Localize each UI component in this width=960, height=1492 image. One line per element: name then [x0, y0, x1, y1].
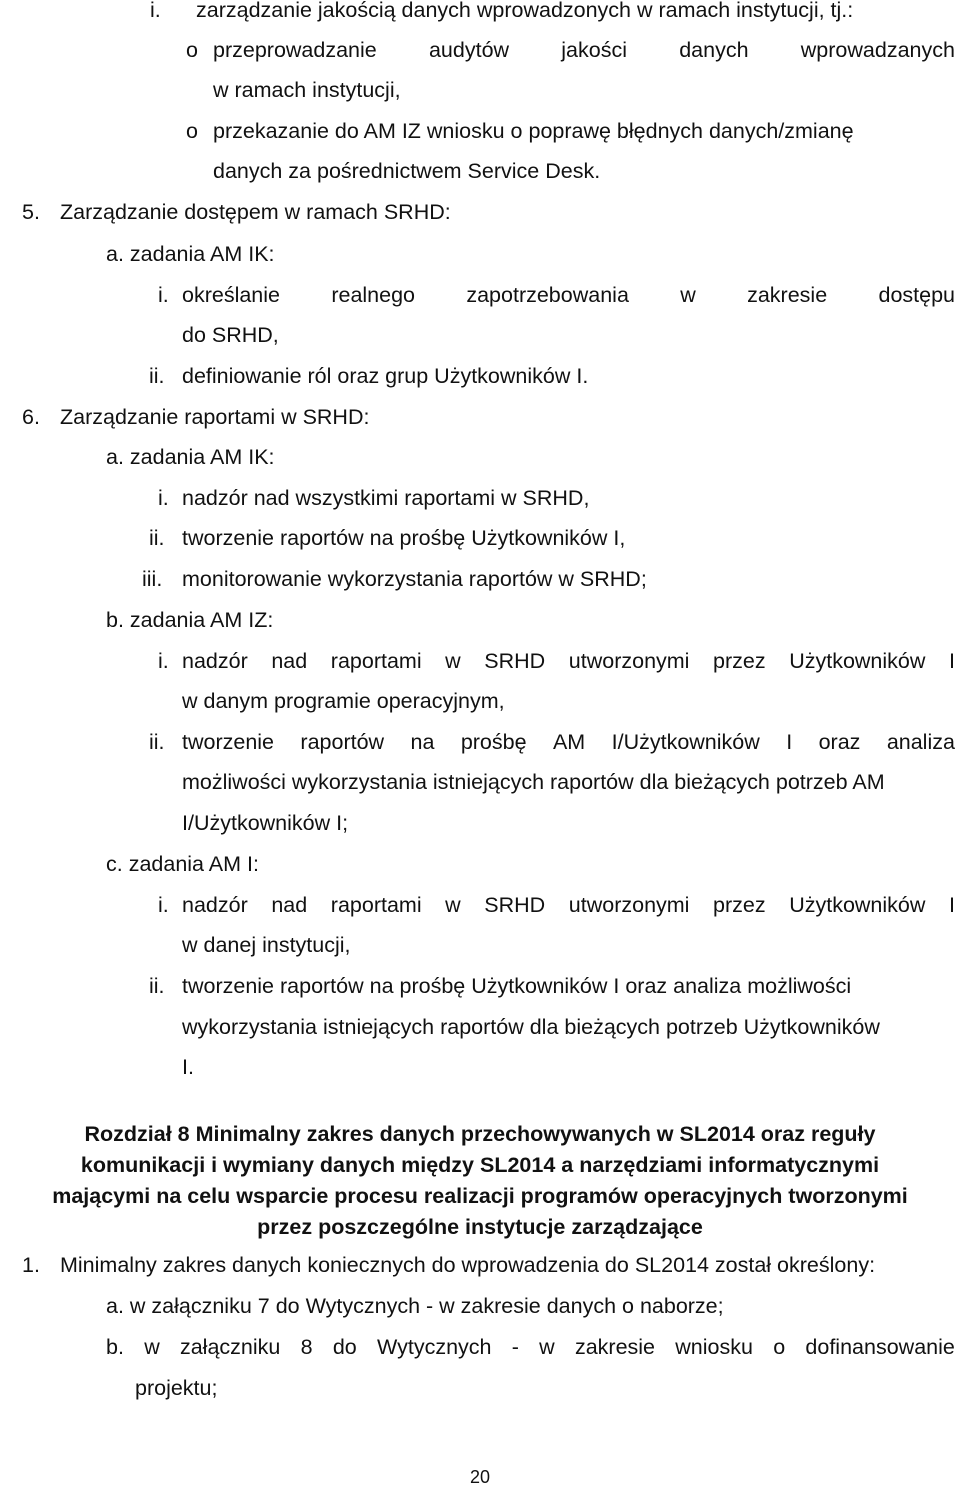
word: I: [786, 730, 793, 754]
word: w: [144, 1335, 160, 1359]
text-line: I.: [182, 1055, 194, 1079]
word: do: [332, 1335, 357, 1359]
word: raportami: [330, 893, 422, 917]
word: określanie: [182, 283, 280, 307]
word: dostępu: [878, 283, 955, 307]
list-number: 1.: [22, 1253, 40, 1277]
word: raportami: [330, 649, 422, 673]
word: realnego: [331, 283, 416, 307]
text-line: przekazanie do AM IZ wniosku o poprawę błędnych danych/zmianę: [213, 119, 854, 143]
word: audytów: [428, 38, 510, 62]
chapter-heading-line: przez poszczególne instytucje zarządzające: [257, 1215, 703, 1239]
list-item-text: Minimalny zakres danych koniecznych do wprowadzenia do SL2014 został określony:: [60, 1253, 876, 1277]
word: dofinansowanie: [805, 1335, 955, 1359]
text-line: danych za pośrednictwem Service Desk.: [213, 159, 601, 183]
word: raportów: [300, 730, 385, 754]
word: utworzonymi: [568, 893, 690, 917]
word: prośbę: [460, 730, 527, 754]
word: analiza: [886, 730, 955, 754]
word: nad: [271, 893, 308, 917]
word: w: [445, 649, 461, 673]
list-item-text: zarządzanie jakością danych wprowadzonych w ramach instytucji, tj.:: [196, 0, 854, 22]
word: oraz: [818, 730, 861, 754]
word: wprowadzanych: [800, 38, 955, 62]
sublist-label: a. zadania AM IK:: [106, 242, 275, 266]
word: nad: [271, 649, 308, 673]
word: SRHD: [484, 893, 546, 917]
word: w: [680, 283, 696, 307]
word: w: [539, 1335, 555, 1359]
list-marker: i.: [158, 649, 169, 673]
word: załączniku: [179, 1335, 281, 1359]
word: danych: [679, 38, 749, 62]
bullet-marker: o: [186, 38, 198, 62]
list-item-text: definiowanie ról oraz grup Użytkowników I.: [182, 364, 589, 388]
text-line: wykorzystania istniejących raportów dla bieżących potrzeb Użytkowników: [182, 1015, 880, 1039]
list-item-text: tworzenie raportów na prośbę Użytkowników I,: [182, 526, 626, 550]
page-number: 20: [469, 1467, 491, 1487]
word: -: [511, 1335, 519, 1359]
word: wniosku: [675, 1335, 753, 1359]
word: utworzonymi: [568, 649, 690, 673]
text-line: do SRHD,: [182, 323, 279, 347]
word: o: [773, 1335, 786, 1359]
word: zakresie: [574, 1335, 656, 1359]
word: nadzór: [182, 649, 248, 673]
sublist-label: c. zadania AM I:: [106, 852, 259, 876]
word: w: [445, 893, 461, 917]
word: Użytkowników: [789, 893, 926, 917]
text-line: I/Użytkowników I;: [182, 811, 349, 835]
word: na: [410, 730, 435, 754]
list-marker: ii.: [149, 526, 165, 550]
word: zapotrzebowania: [466, 283, 629, 307]
justified-line: [106, 1337, 955, 1359]
text-line: w danej instytucji,: [182, 933, 351, 957]
text-line: w danym programie operacyjnym,: [182, 689, 505, 713]
justified-line: [182, 285, 955, 307]
chapter-heading-line: komunikacji i wymiany danych między SL2014 a narzędziami informatycznymi: [80, 1153, 880, 1177]
list-item-text: monitorowanie wykorzystania raportów w SRHD;: [182, 567, 647, 591]
list-marker: i.: [150, 0, 161, 22]
text-line: możliwości wykorzystania istniejących raportów dla bieżących potrzeb AM: [182, 770, 885, 794]
text-line: tworzenie raportów na prośbę Użytkowników I oraz analiza możliwości: [182, 974, 852, 998]
list-marker: iii.: [142, 567, 163, 591]
word: jakości: [561, 38, 627, 62]
list-marker: ii.: [149, 974, 165, 998]
list-marker: i.: [158, 283, 169, 307]
chapter-heading-line: Rozdział 8 Minimalny zakres danych przechowywanych w SL2014 oraz reguły: [84, 1122, 876, 1146]
word: tworzenie: [182, 730, 275, 754]
section-number: 6.: [22, 405, 40, 429]
word: I/Użytkowników: [611, 730, 760, 754]
list-marker: ii.: [149, 730, 165, 754]
text-line: projektu;: [135, 1376, 218, 1400]
section-title: Zarządzanie dostępem w ramach SRHD:: [60, 200, 451, 224]
justified-line: [182, 732, 955, 754]
word: I: [948, 893, 955, 917]
chapter-heading-line: mającymi na celu wsparcie procesu realizacji programów operacyjnych tworzonymi: [52, 1184, 908, 1208]
section-title: Zarządzanie raportami w SRHD:: [60, 405, 370, 429]
list-marker: i.: [158, 893, 169, 917]
sublist-label: a. zadania AM IK:: [106, 445, 275, 469]
word: zakresie: [747, 283, 828, 307]
word: AM: [552, 730, 586, 754]
word: b.: [106, 1335, 124, 1359]
list-item-text: nadzór nad wszystkimi raportami w SRHD,: [182, 486, 590, 510]
word: przez: [713, 893, 766, 917]
list-marker: ii.: [149, 364, 165, 388]
justified-line: [182, 651, 955, 673]
word: Wytycznych: [377, 1335, 492, 1359]
bullet-marker: o: [186, 119, 198, 143]
sublist-label: b. zadania AM IZ:: [106, 608, 274, 632]
word: przez: [713, 649, 766, 673]
word: I: [948, 649, 955, 673]
word: nadzór: [182, 893, 248, 917]
list-marker: i.: [158, 486, 169, 510]
justified-line: [213, 40, 955, 62]
word: Użytkowników: [789, 649, 926, 673]
text-line: w ramach instytucji,: [213, 78, 401, 102]
sublist-item: a. w załączniku 7 do Wytycznych - w zakresie danych o naborze;: [106, 1294, 724, 1318]
section-number: 5.: [22, 200, 40, 224]
word: SRHD: [484, 649, 546, 673]
word: przeprowadzanie: [213, 38, 377, 62]
justified-line: [182, 895, 955, 917]
word: 8: [300, 1335, 313, 1359]
